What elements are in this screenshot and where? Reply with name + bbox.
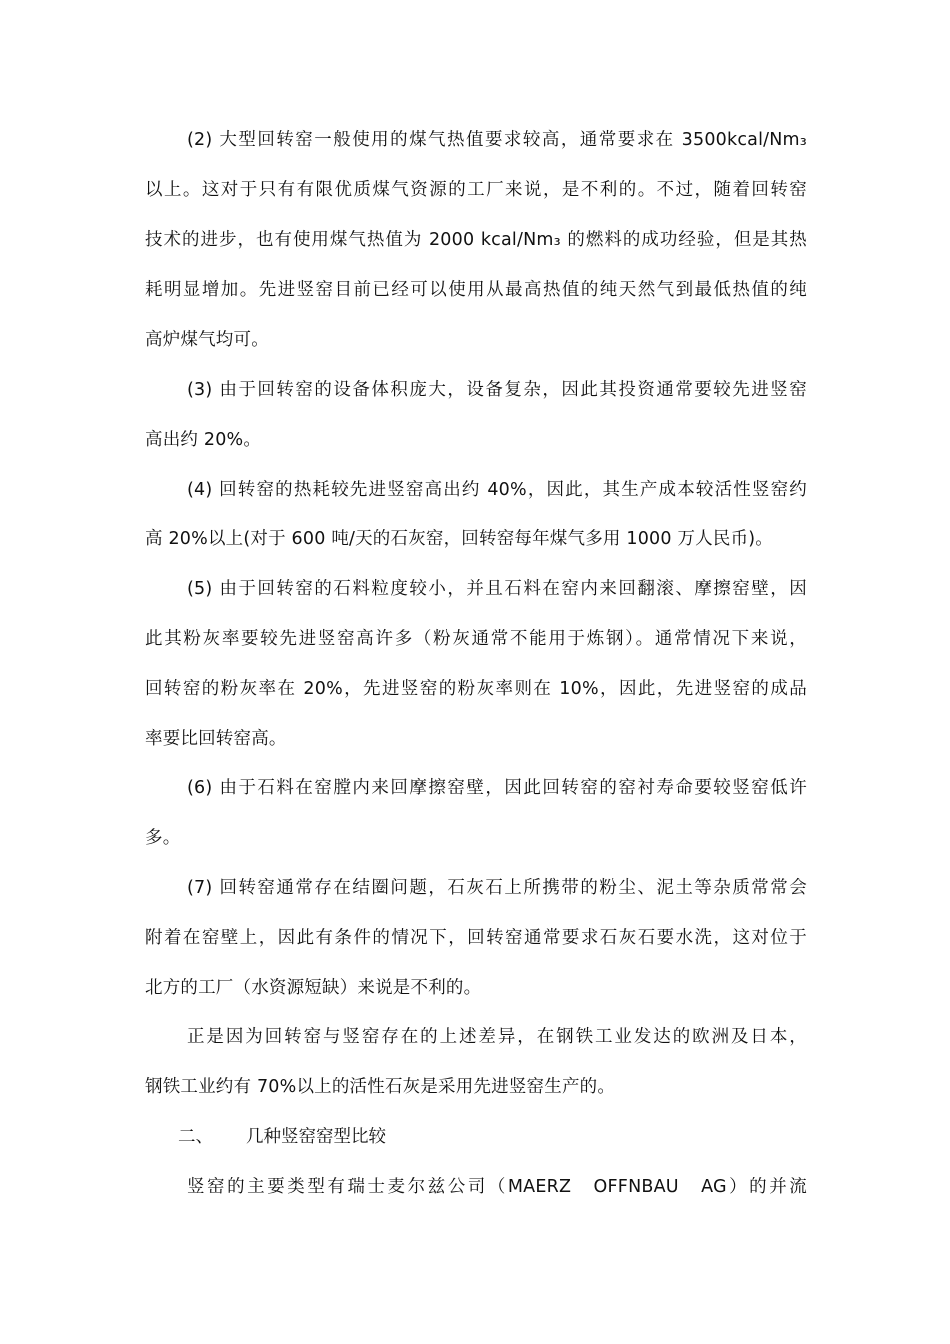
final-paragraph-line-1: 竖窑的主要类型有瑞士麦尔兹公司（MAERZ OFFNBAU AG）的并流 xyxy=(187,1177,807,1197)
paragraph-2-line-2: 以上。这对于只有有限优质煤气资源的工厂来说，是不利的。不过，随着回转窑 xyxy=(145,180,807,200)
paragraph-2-line-5: 高炉煤气均可。 xyxy=(145,330,269,350)
section-heading xyxy=(178,1125,386,1149)
paragraph-2-line-4: 耗明显增加。先进竖窑目前已经可以使用从最高热值的纯天然气到最低热值的纯 xyxy=(145,280,807,300)
paragraph-5-line-4: 率要比回转窑高。 xyxy=(145,729,287,749)
paragraph-3-line-2: 高出约 20%。 xyxy=(145,430,262,450)
paragraph-4-line-2: 高 20%以上(对于 600 吨/天的石灰窑，回转窑每年煤气多用 1000 万人民币)。 xyxy=(145,529,773,549)
paragraph-7-line-3: 北方的工厂（水资源短缺）来说是不利的。 xyxy=(145,978,482,998)
section-title: 几种竖窑窑型比较 xyxy=(246,1127,386,1147)
paragraph-7-line-2: 附着在窑壁上，因此有条件的情况下，回转窑通常要求石灰石要水洗，这对位于 xyxy=(145,928,807,948)
paragraph-6-line-1: (6) 由于石料在窑膛内来回摩擦窑壁，因此回转窑的窑衬寿命要较竖窑低许 xyxy=(187,778,807,798)
summary-line-2: 钢铁工业约有 70%以上的活性石灰是采用先进竖窑生产的。 xyxy=(145,1077,616,1097)
paragraph-6-line-2: 多。 xyxy=(145,828,181,848)
section-number: 二、 xyxy=(178,1127,213,1147)
paragraph-4-line-1: (4) 回转窑的热耗较先进竖窑高出约 40%，因此，其生产成本较活性竖窑约 xyxy=(187,480,807,500)
paragraph-5-line-1: (5) 由于回转窑的石料粒度较小，并且石料在窑内来回翻滚、摩擦窑壁，因 xyxy=(187,579,807,599)
paragraph-3-line-1: (3) 由于回转窑的设备体积庞大，设备复杂，因此其投资通常要较先进竖窑 xyxy=(187,380,807,400)
paragraph-7-line-1: (7) 回转窑通常存在结圈问题，石灰石上所携带的粉尘、泥土等杂质常常会 xyxy=(187,878,807,898)
summary-line-1: 正是因为回转窑与竖窑存在的上述差异，在钢铁工业发达的欧洲及日本， xyxy=(187,1027,807,1047)
paragraph-5-line-3: 回转窑的粉灰率在 20%，先进竖窑的粉灰率则在 10%，因此，先进竖窑的成品 xyxy=(145,679,807,699)
paragraph-2-line-3: 技术的进步，也有使用煤气热值为 2000 kcal/Nm₃ 的燃料的成功经验，但是其热 xyxy=(145,230,807,250)
paragraph-5-line-2: 此其粉灰率要较先进竖窑高许多（粉灰通常不能用于炼钢）。通常情况下来说， xyxy=(145,629,807,649)
paragraph-2-line-1: (2) 大型回转窑一般使用的煤气热值要求较高，通常要求在 3500kcal/Nm₃ xyxy=(187,130,807,150)
